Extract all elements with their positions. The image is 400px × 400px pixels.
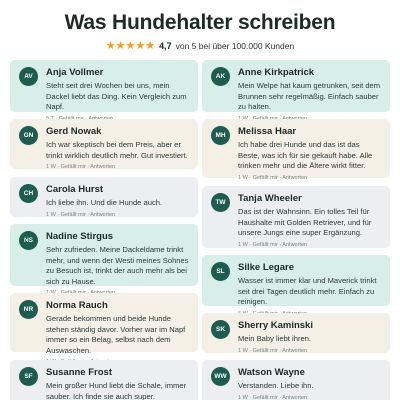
review-meta[interactable]: 1 W · Gefällt mir · Antworten: [238, 394, 308, 400]
reviewer-name: Carola Hurst: [46, 184, 104, 195]
review-card: [202, 255, 390, 306]
avatar: TW: [211, 193, 230, 212]
review-text: Ich war skeptisch bei dem Preis, aber er trinkt wirklich deutlich mehr. Gut investiert.: [46, 140, 188, 160]
review-text: Verstanden. Liebe ihn.: [238, 381, 314, 390]
review-card: [10, 177, 198, 217]
avatar: GN: [19, 126, 38, 145]
review-text: Ich liebe ihn. Und die Hunde auch.: [46, 198, 163, 207]
reviewer-name: Melissa Haar: [238, 126, 297, 137]
avatar: AK: [211, 67, 230, 86]
reviewer-name: Norma Rauch: [46, 300, 108, 311]
review-card: [10, 224, 198, 286]
review-card: [10, 293, 198, 355]
review-card: [202, 119, 390, 181]
reviewer-name: Nadine Stirgus: [46, 231, 114, 242]
review-meta[interactable]: 1 W · Gefällt mir · Antworten: [238, 174, 308, 181]
reviewer-name: Tanja Wheeler: [238, 193, 302, 204]
reviewer-name: Susanne Frost: [46, 367, 112, 378]
reviewer-name: Watson Wayne: [238, 367, 305, 378]
review-card: [10, 360, 198, 400]
page-title: Was Hundehalter schreiben: [64, 11, 336, 34]
review-card: [10, 60, 198, 112]
avatar: WW: [211, 367, 230, 386]
review-card: [202, 313, 390, 353]
avatar: SK: [211, 320, 230, 339]
reviewer-name: Anja Vollmer: [46, 67, 104, 78]
review-text: Steht seit drei Wochen bei uns, mein Dackel liebt das Ding. Kein Vergleich zum Napf.: [46, 81, 187, 111]
avatar: SL: [211, 262, 230, 281]
review-text: Mein großer Hund liebt die Schale, immer sauber. Ich finde sie auch super.: [46, 381, 187, 400]
review-meta[interactable]: 1 W · Gefällt mir · Antworten: [46, 211, 116, 218]
review-text: Mein Baby liebt ihren.: [238, 334, 312, 343]
reviewer-name: Silke Legare: [238, 262, 294, 273]
avatar: NS: [19, 231, 38, 250]
rating-stars: ★★★★★: [105, 40, 156, 52]
review-meta[interactable]: 1 W · Gefällt mir · Antworten: [46, 164, 116, 170]
avatar: SF: [19, 367, 38, 386]
review-text: Ich habe drei Hunde und das ist das Beste, was ich für sie gekauft habe. Alle trinken mehr und die Ältere wirkt fitter.: [238, 140, 373, 170]
review-meta[interactable]: 1 W · Gefällt mir · Antworten: [238, 241, 308, 248]
review-card: [202, 360, 390, 400]
avatar: CH: [19, 184, 38, 203]
review-meta[interactable]: 1 W · Gefällt mir · Antworten: [238, 347, 308, 354]
review-text: Das ist der Wahnsinn. Ein tolles Teil für Haushalte mit Golden Retriever, und für unsere Jungs eine super Ergänzung.: [238, 207, 372, 237]
rating-value: 4,7: [159, 40, 172, 51]
rating-summary: [0, 39, 400, 52]
avatar: NR: [19, 300, 38, 319]
avatar: AV: [19, 67, 38, 86]
review-text: Sehr zufrieden. Meine Dackeldame trinkt mehr, und wenn der Westi meines Sohnes zu Besuch ist, trinkt der auch mehr als bei sich zu Hause.: [46, 245, 189, 286]
review-card: [202, 60, 390, 112]
reviewer-name: Anne Kirkpatrick: [238, 67, 315, 78]
avatar: MH: [211, 126, 230, 145]
review-text: Mein Welpe hat kaum getrunken, seit dem Brunnen sehr regelmäßig. Einfach sauber zu halten.: [238, 81, 381, 111]
reviewer-name: Sherry Kaminski: [238, 320, 313, 331]
review-card: [202, 186, 390, 248]
reviewer-name: Gerd Nowak: [46, 126, 102, 137]
rating-text: von 5 bei über 100.000 Kunden: [175, 40, 295, 51]
review-text: Wasser ist immer klar und Maverick trinkt seit drei Tagen deutlich mehr. Einfach zu reinigen.: [238, 276, 377, 306]
review-text: Gerade bekommen und beide Hunde stehen ständig davor. Vorher war im Napf immer so ein Belag, selbst nach dem Auswaschen.: [46, 314, 186, 355]
review-card: [10, 119, 198, 169]
